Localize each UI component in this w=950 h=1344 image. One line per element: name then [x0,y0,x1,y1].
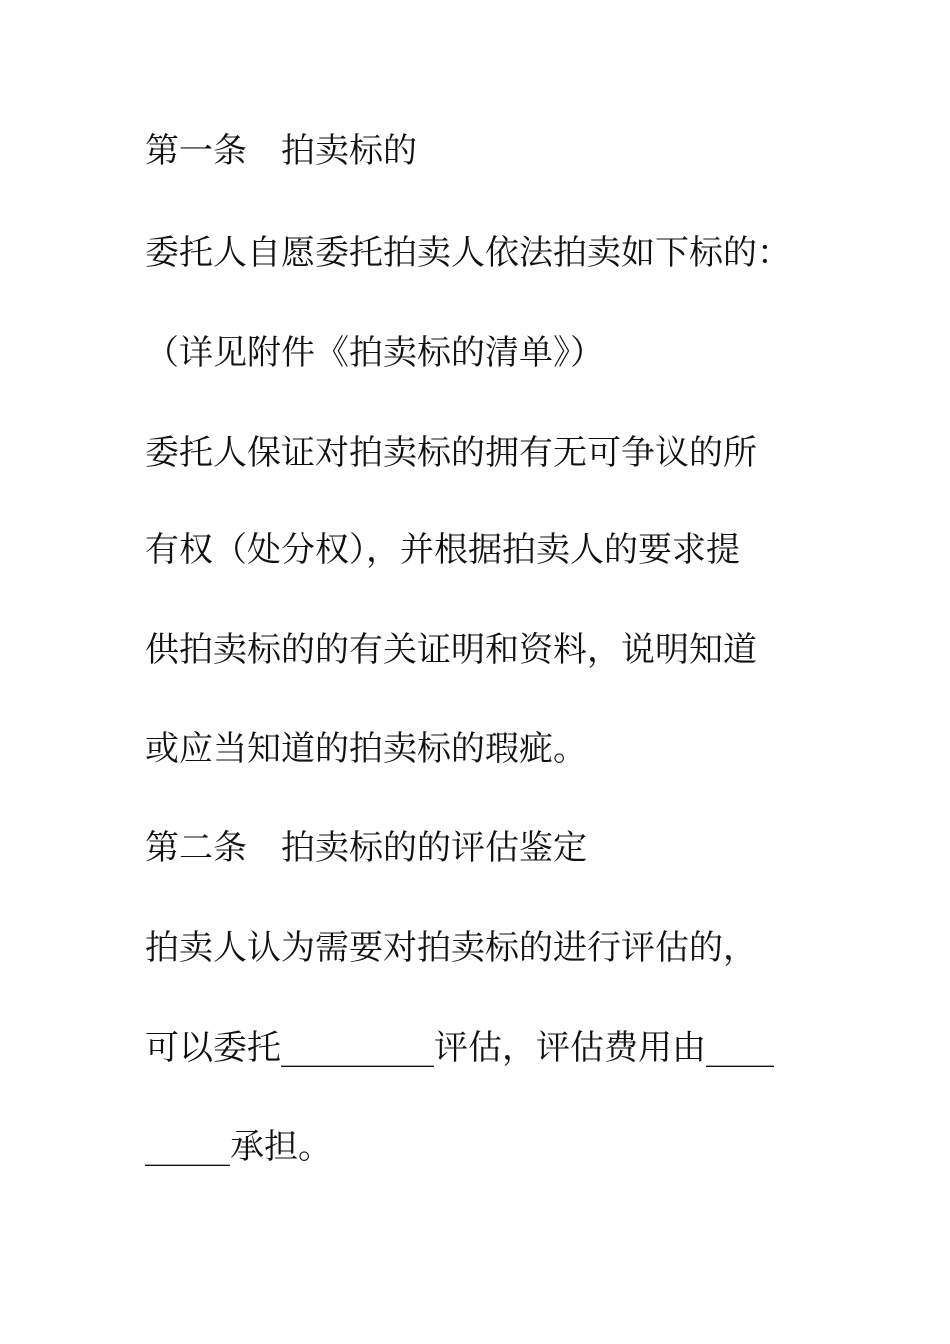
paragraph-line: （详见附件《拍卖标的清单》） [145,333,604,373]
article-2-heading: 第二条 拍卖标的的评估鉴定 [145,828,587,868]
paragraph-line: 拍卖人认为需要对拍卖标的进行评估的， [145,928,757,968]
paragraph-line: 或应当知道的拍卖标的瑕疵。 [145,729,587,769]
paragraph-line: _____承担。 [145,1127,332,1167]
article-1-heading: 第一条 拍卖标的 [145,131,417,171]
paragraph-line: 委托人自愿委托拍卖人依法拍卖如下标的： [145,233,791,273]
paragraph-line: 供拍卖标的的有关证明和资料，说明知道 [145,630,757,670]
paragraph-line: 有权（处分权），并根据拍卖人的要求提 [145,530,740,570]
paragraph-line: 委托人保证对拍卖标的拥有无可争议的所 [145,433,757,473]
paragraph-line: 可以委托_________评估，评估费用由____ [145,1028,774,1068]
